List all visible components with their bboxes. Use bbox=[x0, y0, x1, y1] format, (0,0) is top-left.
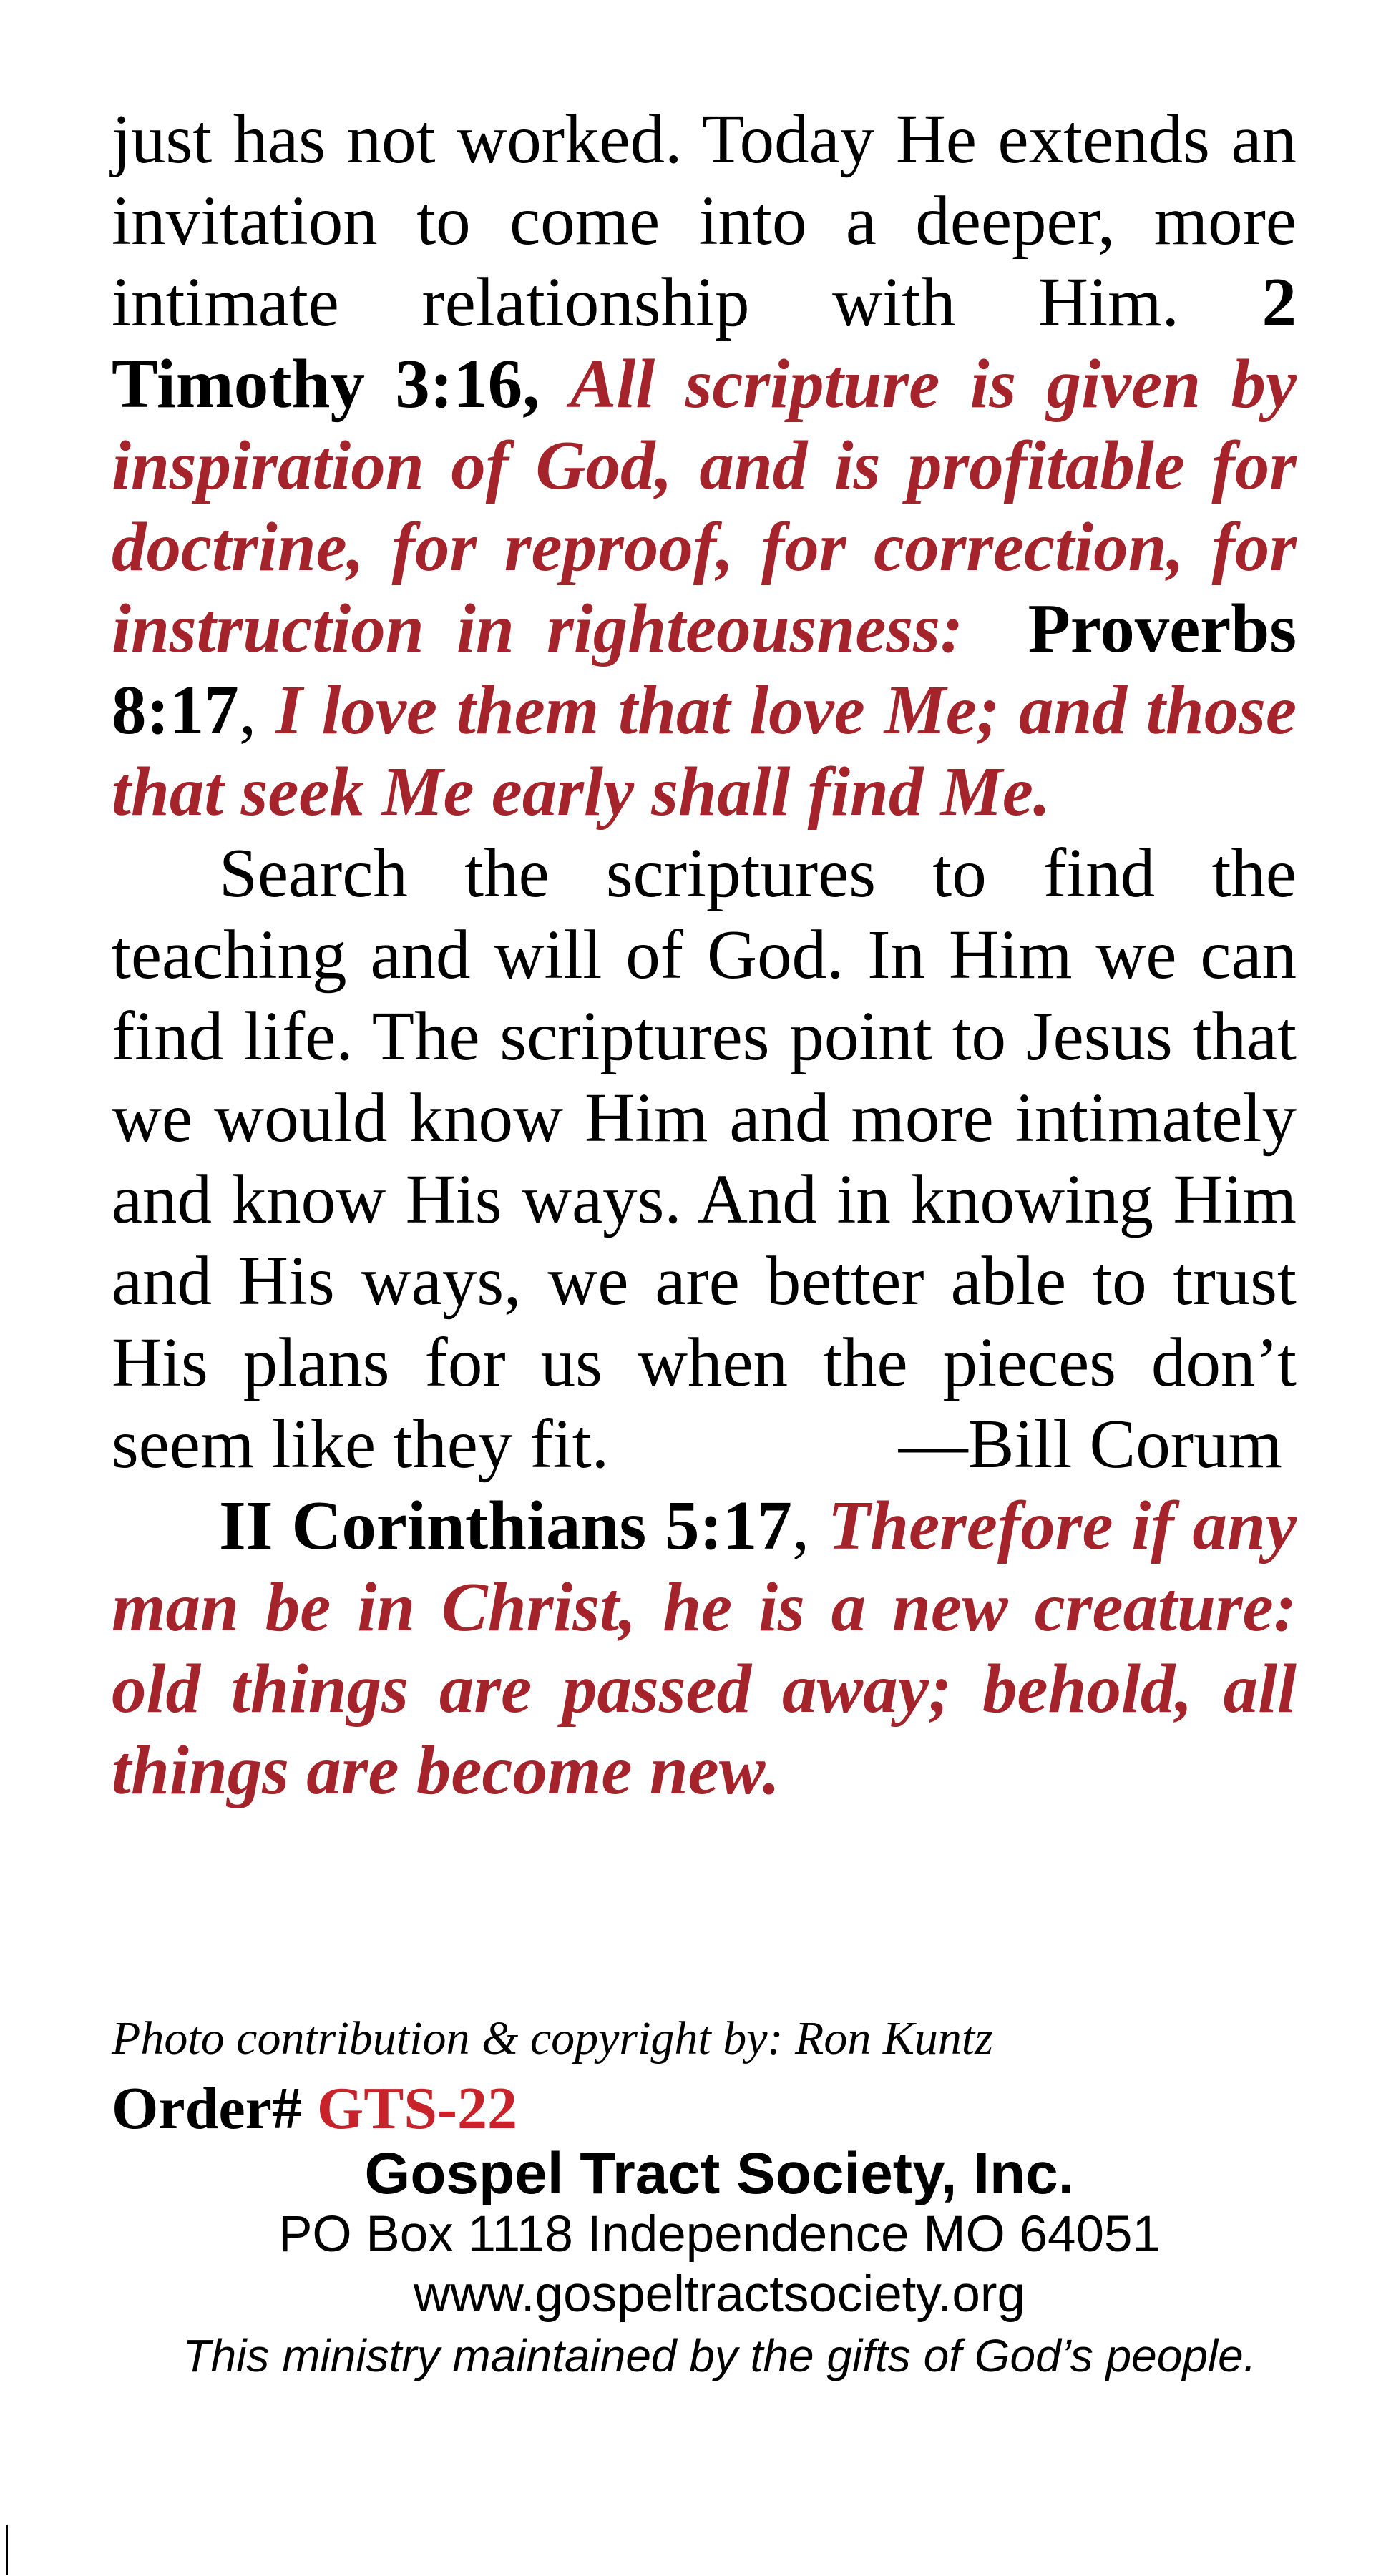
scripture-verse: Therefore if any man be in Christ, he is a new creature: old things are passed away; behold, all things are become new. bbox=[112, 1487, 1297, 1808]
organization-address: PO Box 1118 Independence MO 64051 bbox=[278, 2206, 1161, 2263]
intro-text: just has not worked. Today He extends an invitation to come into a deeper, more intimate relationship with Him. bbox=[112, 101, 1297, 341]
paragraph-1 bbox=[112, 99, 1297, 833]
organization-name: Gospel Tract Society, Inc. bbox=[364, 2141, 1075, 2206]
order-number bbox=[112, 2073, 517, 2145]
order-code: GTS-22 bbox=[316, 2075, 517, 2142]
teaching-text: Search the scriptures to find the teaching and will of God. In Him we can find life. The scriptures point to Jesus that we would know Him and more intimately and know His ways. And in knowing Him and His ways, we are better able to trust His plans for us when the pieces don’t seem like they fit. bbox=[112, 835, 1297, 1482]
paragraph-3 bbox=[112, 1485, 1297, 1811]
crop-mark bbox=[6, 2525, 8, 2575]
quote-author: —Bill Corum bbox=[898, 1406, 1282, 1482]
scripture-reference: II Corinthians 5:17 bbox=[219, 1487, 792, 1564]
punctuation: , bbox=[238, 672, 257, 748]
scripture-reference: 2 Timothy 3:16, bbox=[112, 264, 1297, 422]
order-label: Order# bbox=[112, 2075, 317, 2142]
ministry-note: This ministry maintained by the gifts of God’s people. bbox=[182, 2330, 1256, 2381]
photo-credit: Photo contribution & copyright by: Ron Kuntz bbox=[112, 2012, 993, 2065]
punctuation: , bbox=[791, 1487, 810, 1564]
scripture-verse: I love them that love Me; and those that seek Me early shall find Me. bbox=[112, 672, 1297, 830]
paragraph-2 bbox=[112, 833, 1297, 1485]
organization-website: www.gospeltractsociety.org bbox=[414, 2266, 1025, 2323]
scripture-verse: All scripture is given by inspiration of God, and is profitable for doctrine, for reproof, for correction, for instruction in righteousness: bbox=[112, 346, 1297, 667]
tract-body bbox=[112, 99, 1297, 1811]
scripture-reference: Proverbs 8:17 bbox=[112, 590, 1297, 748]
